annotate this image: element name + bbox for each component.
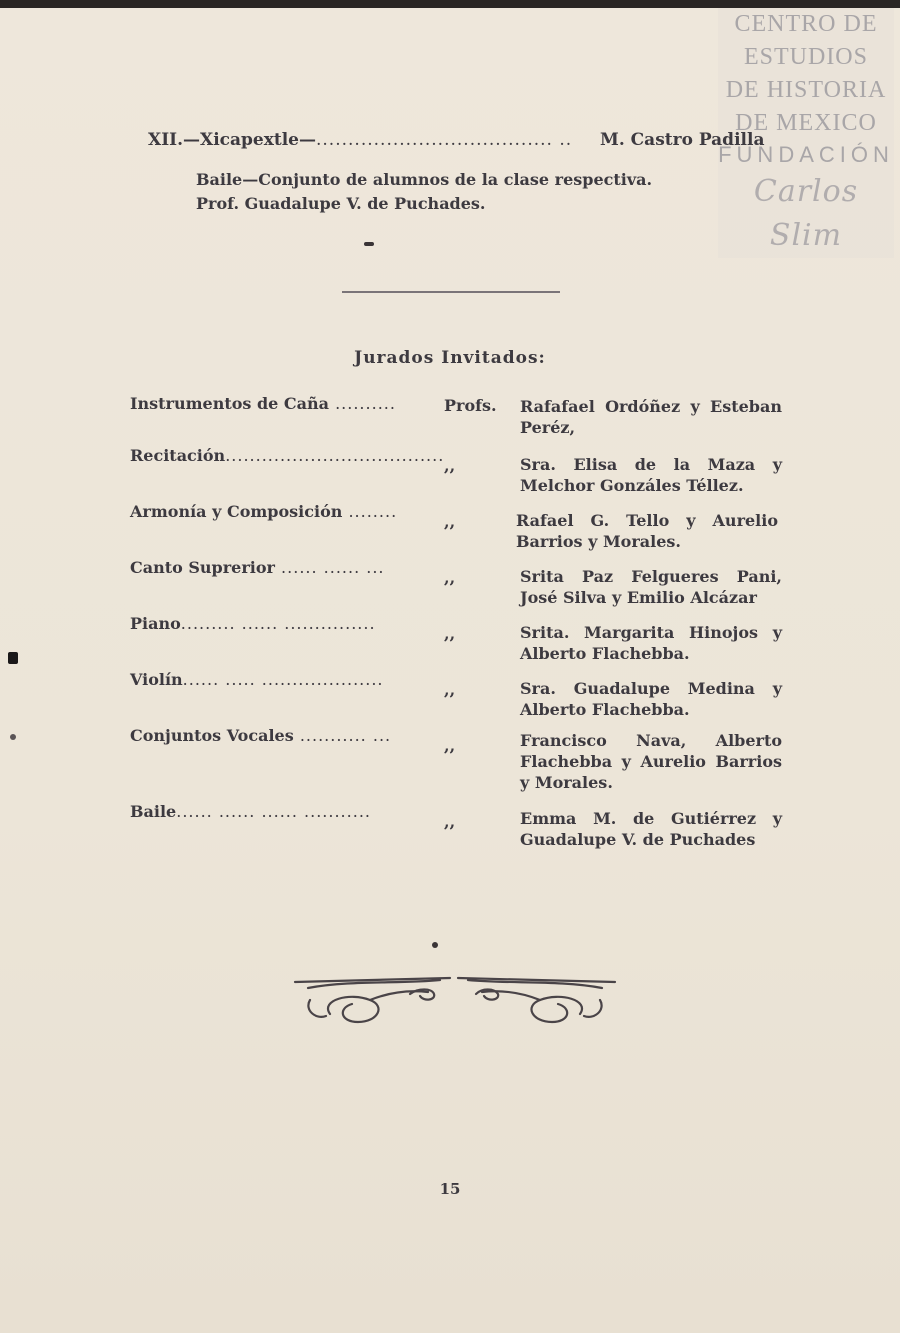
binding-hole xyxy=(10,734,16,740)
program-item-title: XII.—Xicapextle— xyxy=(148,130,316,150)
jury-subject xyxy=(130,502,397,521)
program-item-leader: ..................................... .. xyxy=(316,130,573,150)
jury-names: Srita Paz Felgueres Pani, José Silva y Emilio Alcázar xyxy=(520,567,782,607)
jury-subject-label: Instrumentos de Caña xyxy=(130,394,329,413)
jury-names: Sra. Elisa de la Maza y Melchor Gonzáles Téllez. xyxy=(520,455,782,495)
program-item-description: Baile—Conjunto de alumnos de la clase respectiva. xyxy=(196,170,653,189)
jury-subject xyxy=(130,614,376,633)
program-item-line xyxy=(148,130,765,150)
jury-subject-label: Violín xyxy=(130,670,183,689)
jury-ditto-mark: ,, xyxy=(444,512,456,531)
ink-dot xyxy=(432,942,438,948)
jury-ditto-mark: ,, xyxy=(444,568,456,587)
jury-row xyxy=(0,446,900,502)
program-item-teacher: Prof. Guadalupe V. de Puchades. xyxy=(196,194,486,213)
jury-row xyxy=(0,502,900,558)
jury-subject-leader: ......... ...... ............... xyxy=(180,614,376,633)
jury-row xyxy=(0,726,900,796)
jury-subject-leader: ...... ...... ... xyxy=(274,558,385,577)
watermark-fundacion: FUNDACIÓN xyxy=(718,142,894,167)
jury-prof-label: Profs. xyxy=(444,396,497,415)
binding-mark xyxy=(8,652,18,664)
jury-heading: Jurados Invitados: xyxy=(354,348,546,368)
jury-subject xyxy=(130,802,371,821)
jury-subject xyxy=(130,394,396,413)
jury-names: Rafael G. Tello y Aurelio Barrios y Morales. xyxy=(516,511,778,551)
watermark-line-2: ESTUDIOS xyxy=(743,44,868,70)
flourish-ornament xyxy=(290,970,620,1032)
jury-ditto-mark: ,, xyxy=(444,624,456,643)
jury-subject-leader: .......... xyxy=(329,394,396,413)
watermark-line-1: CENTRO DE xyxy=(734,11,878,37)
watermark-line-3: DE HISTORIA xyxy=(725,77,887,103)
scan-top-edge xyxy=(0,0,900,8)
jury-subject-leader: ...... ..... .................... xyxy=(182,670,384,689)
ink-speck xyxy=(364,242,374,246)
jury-subject-label: Canto Suprerior xyxy=(130,558,275,577)
watermark-signature: Carlos Slim xyxy=(753,174,859,253)
jury-subject-label: Recitación xyxy=(130,446,226,465)
jury-subject xyxy=(130,726,391,745)
jury-ditto-mark: ,, xyxy=(444,812,456,831)
page-number: 15 xyxy=(439,1180,461,1198)
program-item-performer: M. Castro Padilla xyxy=(600,130,765,150)
jury-row xyxy=(0,614,900,670)
jury-subject-label: Conjuntos Vocales xyxy=(130,726,294,745)
jury-subject-leader: ........... ... xyxy=(293,726,392,745)
jury-row xyxy=(0,802,900,858)
jury-row xyxy=(0,670,900,726)
jury-subject xyxy=(130,558,385,577)
jury-row xyxy=(0,558,900,614)
jury-ditto-mark: ,, xyxy=(444,736,456,755)
jury-subject-leader: ........ xyxy=(342,502,398,521)
jury-row xyxy=(0,394,900,450)
watermark-line-4: DE MEXICO xyxy=(735,110,877,136)
jury-subject-leader: .................................... xyxy=(225,446,445,465)
jury-names: Rafafael Ordóñez y Esteban Peréz, xyxy=(520,397,782,437)
section-divider xyxy=(342,291,560,293)
jury-subject xyxy=(130,670,384,689)
jury-ditto-mark: ,, xyxy=(444,680,456,699)
jury-subject-label: Piano xyxy=(130,614,181,633)
jury-ditto-mark: ,, xyxy=(444,456,456,475)
jury-subject xyxy=(130,446,444,465)
jury-names: Emma M. de Gutiérrez y Guadalupe V. de Puchades xyxy=(520,809,782,849)
jury-names: Francisco Nava, Alberto Flachebba y Aurelio Barrios y Morales. xyxy=(520,731,782,792)
jury-subject-label: Armonía y Composición xyxy=(130,502,343,521)
jury-names: Srita. Margarita Hinojos y Alberto Flachebba. xyxy=(520,623,782,663)
jury-subject-label: Baile xyxy=(130,802,177,821)
jury-names: Sra. Guadalupe Medina y Alberto Flachebba. xyxy=(520,679,782,719)
jury-subject-leader: ...... ...... ...... ........... xyxy=(176,802,371,821)
